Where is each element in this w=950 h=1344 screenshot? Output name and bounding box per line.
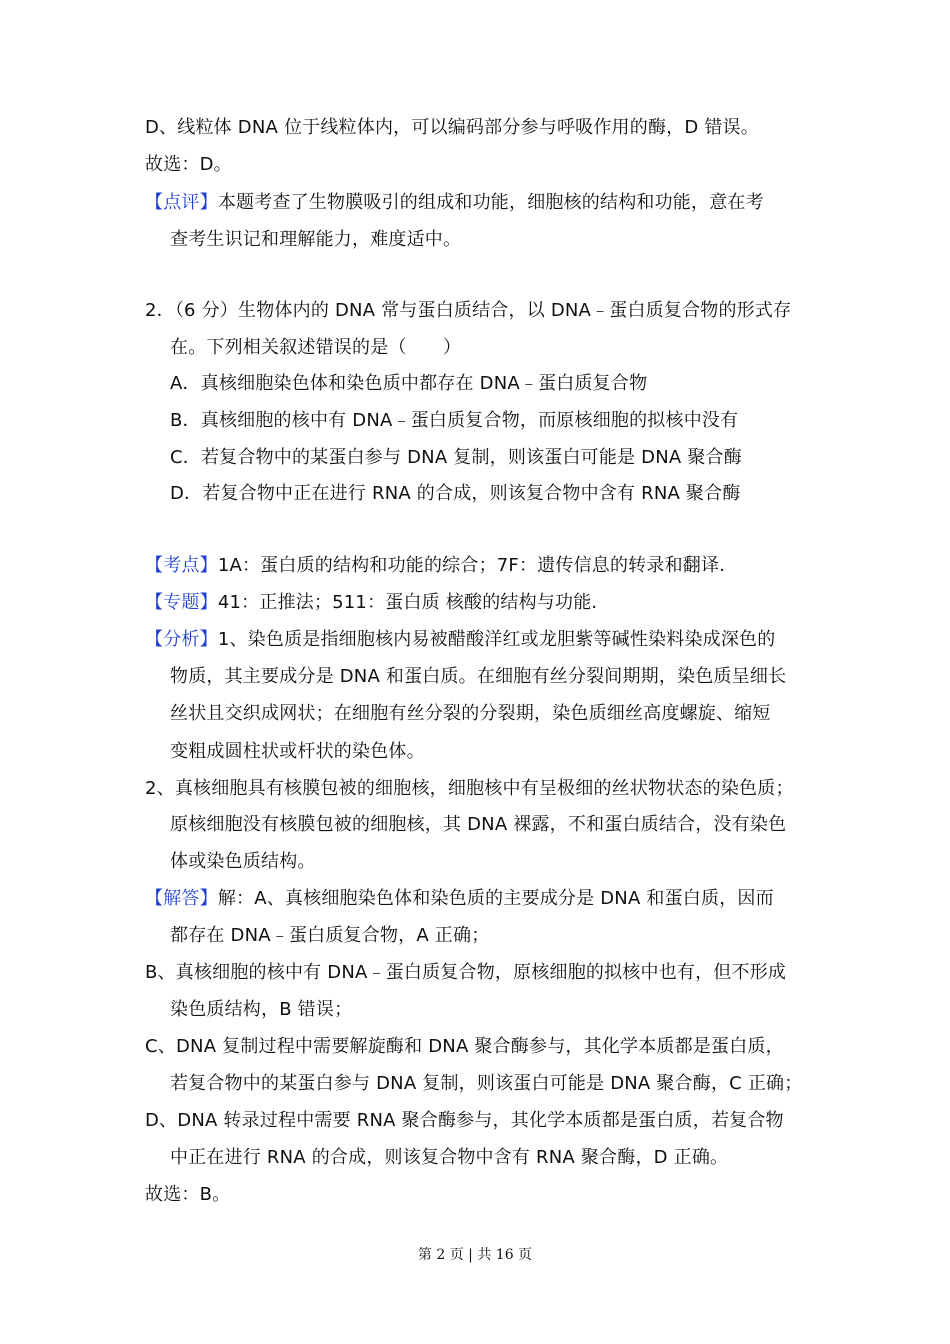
question-stem: 在。下列相关叙述错误的是（ ） [170, 337, 462, 358]
option-d: D．若复合物中正在进行 RNA 的合成，则该复合物中含有 RNA 聚合酶 [170, 483, 741, 504]
answer-line: 故选：B。 [145, 1184, 231, 1205]
text-line: 原核细胞没有核膜包被的细胞核，其 DNA 裸露，不和蛋白质结合，没有染色 [170, 814, 787, 835]
text-line: 丝状且交织成网状；在细胞有丝分裂的分裂期，染色质细丝高度螺旋、缩短 [170, 703, 771, 724]
option-a: A．真核细胞染色体和染色质中都存在 DNA﹣蛋白质复合物 [170, 373, 648, 394]
text-line: B、真核细胞的核中有 DNA﹣蛋白质复合物，原核细胞的拟核中也有，但不形成 [145, 962, 787, 983]
option-c: C．若复合物中的某蛋白参与 DNA 复制，则该蛋白可能是 DNA 聚合酶 [170, 447, 742, 468]
text-line: 体或染色质结构。 [170, 851, 316, 872]
text: 1A：蛋白质的结构和功能的综合；7F：遗传信息的转录和翻译. [217, 555, 726, 576]
text-line: 变粗成圆柱状或杆状的染色体。 [170, 741, 425, 762]
text: 1、染色质是指细胞核内易被醋酸洋红或龙胆紫等碱性染料染成深色的 [217, 629, 776, 650]
section-tag: 【考点】 [145, 555, 218, 576]
section-tag: 【专题】 [145, 592, 218, 613]
section-tag: 【点评】 [145, 192, 218, 213]
text-line: 故选：D。 [145, 154, 232, 175]
text-line: 染色质结构，B 错误； [170, 999, 353, 1020]
text-line: C、DNA 复制过程中需要解旋酶和 DNA 聚合酶参与，其化学本质都是蛋白质， [145, 1036, 784, 1057]
text: 本题考查了生物膜吸引的组成和功能，细胞核的结构和功能，意在考 [217, 192, 764, 213]
zhuanti-line [145, 591, 597, 615]
text-line: D、DNA 转录过程中需要 RNA 聚合酶参与，其化学本质都是蛋白质，若复合物 [145, 1110, 784, 1131]
text: 41：正推法；511：蛋白质 核酸的结构与功能. [217, 592, 598, 613]
comment-line [145, 191, 764, 215]
text-line: 查考生识记和理解能力，难度适中。 [170, 229, 462, 250]
text-line: 2、真核细胞具有核膜包被的细胞核，细胞核中有呈极细的丝状物状态的染色质； [145, 778, 794, 799]
text-line: 若复合物中的某蛋白参与 DNA 复制，则该蛋白可能是 DNA 聚合酶，C 正确； [170, 1073, 803, 1094]
option-b: B．真核细胞的核中有 DNA﹣蛋白质复合物，而原核细胞的拟核中没有 [170, 410, 739, 431]
text-line: D、线粒体 DNA 位于线粒体内，可以编码部分参与呼吸作用的酶，D 错误。 [145, 117, 759, 138]
section-tag: 【分析】 [145, 629, 218, 650]
text: 解：A、真核细胞染色体和染色质的主要成分是 DNA 和蛋白质，因而 [217, 888, 774, 909]
question-stem: 2．（6 分）生物体内的 DNA 常与蛋白质结合，以 DNA﹣蛋白质复合物的形式存 [145, 300, 792, 321]
text-line: 物质，其主要成分是 DNA 和蛋白质。在细胞有丝分裂间期期，染色质呈细长 [170, 666, 787, 687]
page-footer: 第 2 页 | 共 16 页 [417, 1247, 533, 1263]
text-line: 都存在 DNA﹣蛋白质复合物，A 正确； [170, 925, 490, 946]
section-tag: 【解答】 [145, 888, 218, 909]
jieda-line [145, 887, 774, 911]
kaodian-line [145, 554, 725, 578]
fenxi-line [145, 628, 775, 652]
text-line: 中正在进行 RNA 的合成，则该复合物中含有 RNA 聚合酶，D 正确。 [170, 1147, 729, 1168]
